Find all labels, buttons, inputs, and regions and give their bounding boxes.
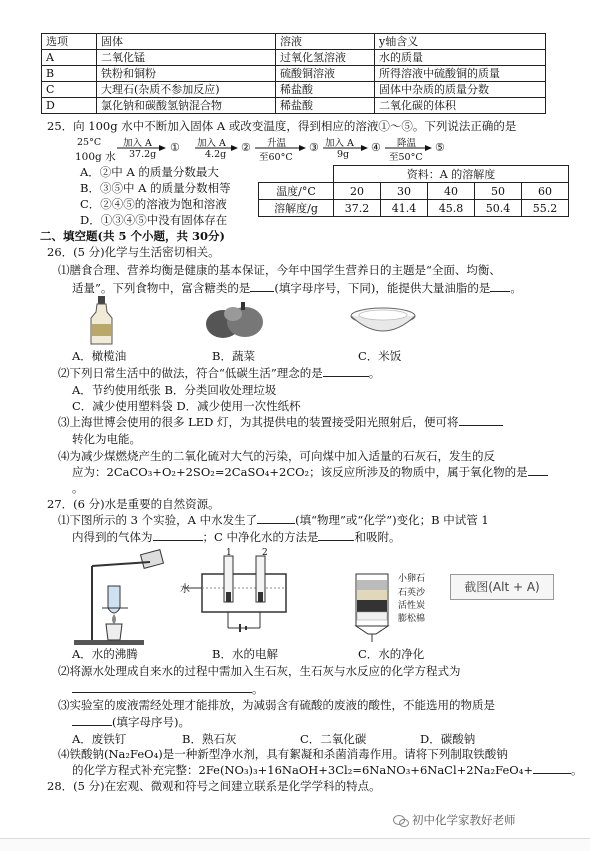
flow-step5-top: 降温	[397, 138, 417, 149]
table-header-cell: 固体	[97, 34, 276, 50]
table-cell: 40	[428, 183, 475, 200]
q26-stem: 26．(5 分)化学与生活密切相关。	[47, 245, 220, 259]
q27-stem: 27．(6 分)水是重要的自然资源。	[47, 497, 220, 511]
q28-stem: 28．(5 分)在宏观、微观和符号之间建立联系是化学学科的特点。	[47, 779, 381, 793]
q25-option-d: D．①③④⑤中没有固体存在	[80, 213, 228, 227]
answer-blank[interactable]	[72, 692, 252, 693]
q27-p2a: ⑵将源水处理成自来水的过程中需加入生石灰，生石灰与水反应的化学方程式为	[58, 664, 461, 678]
table-row	[259, 200, 569, 217]
q26-p2-options-2: C．减少使用塑料袋 D．减少使用一次性纸杯	[72, 399, 301, 413]
flow-step3-bottom: 至60°C	[259, 152, 293, 163]
answer-blank[interactable]	[528, 475, 548, 476]
boiling-water-apparatus	[62, 546, 172, 646]
answer-blank[interactable]	[490, 291, 510, 292]
q26-p2: ⑵下列日常生活中的做法，符合“低碳生活”理念的是 。	[58, 366, 381, 380]
table-row	[42, 98, 546, 114]
answer-blank[interactable]	[533, 773, 571, 774]
q26-p4c: 。	[72, 481, 84, 495]
flow-step2-bottom: 4.2g	[205, 149, 227, 160]
table-cell: 41.4	[381, 200, 428, 217]
flow-step4-top: 加入 A	[325, 138, 354, 149]
table-cell: 55.2	[522, 200, 569, 217]
q26-p1a: ⑴膳食合理、营养均衡是健康的基本保证，今年中国学生营养日的主题是“全面、均衡、	[58, 263, 501, 277]
filter-layer-label: 活性炭	[398, 601, 426, 611]
table-row	[42, 50, 546, 66]
flow-n1: ①	[170, 141, 180, 154]
q27-p3-option-d: D．碳酸钠	[420, 732, 476, 746]
tube-1-label: 1	[226, 548, 232, 558]
q27-p4b: 的化学方程式补充完整：2Fe(NO₃)₃+16NaOH+3Cl₂=6NaNO₃+6NaCl+2Na₂FeO₄+ 。	[72, 763, 583, 777]
food-label-b: B．蔬菜	[212, 349, 255, 363]
table-cell: 过氧化氢溶液	[276, 50, 375, 66]
table-cell: 硫酸铜溶液	[276, 66, 375, 82]
solubility-table	[258, 165, 569, 217]
q27-p2b: 。	[72, 681, 264, 697]
options-table	[41, 33, 546, 114]
rice-bowl-image	[348, 306, 418, 340]
table-cell: 50	[475, 183, 522, 200]
table-cell: 30	[381, 183, 428, 200]
q25-stem: 25．向 100g 水中不断加入固体 A 或改变温度，得到相应的溶液①～⑤。下列说法正确的是	[47, 119, 517, 133]
figure-caption-c: C．水的净化	[358, 647, 425, 661]
table-cell: 37.2	[334, 200, 381, 217]
q26-p4b: 应为：2CaCO₃+O₂+2SO₂=2CaSO₄+2CO₂；该反应所涉及的物质中，属于氧化物的是	[72, 464, 548, 480]
table-cell: 二氧化碳的体积	[375, 98, 546, 114]
answer-blank[interactable]	[153, 540, 203, 541]
answer-blank[interactable]	[459, 425, 503, 426]
answer-blank[interactable]	[323, 376, 369, 377]
q27-p3b: (填字母序号)。	[72, 714, 190, 730]
table-cell: B	[42, 66, 97, 82]
answer-blank[interactable]	[257, 523, 295, 524]
table-cell: 温度/°C	[259, 183, 334, 200]
q27-p4a: ⑷铁酸钠(Na₂FeO₄)是一种新型净水剂，具有絮凝和杀菌消毒作用。请将下列制取铁酸钠	[58, 747, 508, 761]
q25-flow-diagram	[75, 137, 465, 163]
wechat-icon	[393, 814, 409, 828]
flow-step1-top: 加入 A	[123, 138, 152, 149]
q27-p1b: 内得到的气体为 ；C 中净化水的方法是 和吸附。	[72, 530, 401, 544]
flow-step4-bottom: 9g	[337, 149, 350, 160]
table-cell: 20	[334, 183, 381, 200]
table-cell: D	[42, 98, 97, 114]
filter-layer-label: 小卵石	[398, 574, 426, 584]
q26-p3a: ⑶上海世博会使用的很多 LED 灯，为其提供电的装置接受阳光照射后，便可将	[58, 414, 503, 430]
electrolysis-apparatus	[178, 552, 298, 642]
table-cell: 稀盐酸	[276, 98, 375, 114]
table-cell: 水的质量	[375, 50, 546, 66]
flow-step1-bottom: 37.2g	[129, 149, 157, 160]
q26-p4a: ⑷为减少煤燃烧产生的二氧化硫对大气的污染，可向煤中加入适量的石灰石，发生的反	[58, 449, 495, 463]
solubility-title: 资料：A 的溶解度	[334, 166, 569, 183]
table-cell: 45.8	[428, 200, 475, 217]
q26-p1b: 适量”。下列食物中，富含糖类的是 (填字母序号，下同)，能提供大量油脂的是 。	[72, 281, 522, 295]
flow-n2: ②	[241, 141, 251, 154]
answer-blank[interactable]	[318, 540, 354, 541]
table-cell: 稀盐酸	[276, 82, 375, 98]
watermark-text: 初中化学家教好老师	[412, 813, 516, 827]
table-cell: C	[42, 82, 97, 98]
electrolysis-water-label: 水	[180, 584, 190, 595]
table-row	[259, 183, 569, 200]
table-row	[42, 82, 546, 98]
table-cell: 大理石(杂质不参加反应)	[97, 82, 276, 98]
q25-option-b: B．③⑤中 A 的质量分数相等	[80, 181, 231, 195]
q25-option-a: A．②中 A 的质量分数最大	[80, 165, 219, 179]
table-cell: 铁粉和铜粉	[97, 66, 276, 82]
bottom-toolbar	[0, 838, 590, 851]
table-cell: 50.4	[475, 200, 522, 217]
food-label-c: C．米饭	[358, 349, 402, 363]
filter-layer-label: 膨松棉	[398, 614, 426, 624]
q27-p1a: ⑴下图所示的 3 个实验，A 中水发生了 (填“物理”或“化学”)变化；B 中试管 1	[58, 513, 489, 527]
table-cell: 氯化钠和碳酸氢钠混合物	[97, 98, 276, 114]
q26-p3b: 转化为电能。	[72, 432, 141, 446]
table-header-cell: y轴含义	[375, 34, 546, 50]
flow-step2-top: 加入 A	[197, 138, 226, 149]
food-label-a: A．橄榄油	[72, 349, 127, 363]
table-cell: A	[42, 50, 97, 66]
q26-p2-options-1: A．节约使用纸张 B．分类回收处理垃圾	[72, 383, 277, 397]
figure-caption-b: B．水的电解	[212, 647, 278, 661]
table-header-cell: 溶液	[276, 34, 375, 50]
flow-start-water: 100g 水	[75, 151, 116, 163]
q27-p3-option-b: B．熟石灰	[182, 732, 237, 746]
table-cell: 所得溶液中硫酸铜的质量	[375, 66, 546, 82]
table-cell: 溶解度/g	[259, 200, 334, 217]
q27-p3-option-a: A．废铁钉	[72, 732, 127, 746]
table-row	[42, 66, 546, 82]
flow-n5: ⑤	[435, 141, 445, 154]
flow-step3-top: 升温	[267, 138, 287, 149]
table-cell: 二氧化锰	[97, 50, 276, 66]
table-cell: 60	[522, 183, 569, 200]
tube-2-label: 2	[262, 548, 268, 558]
q27-p3a: ⑶实验室的废液需经处理才能排放，为减弱含有硫酸的废液的酸性，不能选用的物质是	[58, 698, 495, 712]
figure-caption-a: A．水的沸腾	[72, 647, 138, 661]
water-purifier-apparatus	[352, 568, 392, 644]
answer-blank[interactable]	[250, 291, 274, 292]
q27-p3-option-c: C．二氧化碳	[300, 732, 367, 746]
table-cell: 固体中杂质的质量分数	[375, 82, 546, 98]
flow-start-temp: 25°C	[77, 137, 102, 148]
filter-layer-label: 石英沙	[398, 588, 426, 598]
table-header-row	[42, 34, 546, 50]
olive-oil-bottle-image	[82, 296, 122, 346]
section-title: 二、填空题(共 5 个小题，共 30分)	[40, 229, 225, 243]
flow-step5-bottom: 至50°C	[389, 152, 423, 163]
flow-n4: ④	[371, 141, 381, 154]
screenshot-tooltip: 截图(Alt + A)	[450, 574, 554, 600]
q25-option-c: C．②④⑤的溶液为饱和溶液	[80, 197, 227, 211]
answer-blank[interactable]	[72, 725, 112, 726]
flow-n3: ③	[309, 141, 319, 154]
table-header-cell: 选项	[42, 34, 97, 50]
vegetables-image	[203, 300, 267, 340]
